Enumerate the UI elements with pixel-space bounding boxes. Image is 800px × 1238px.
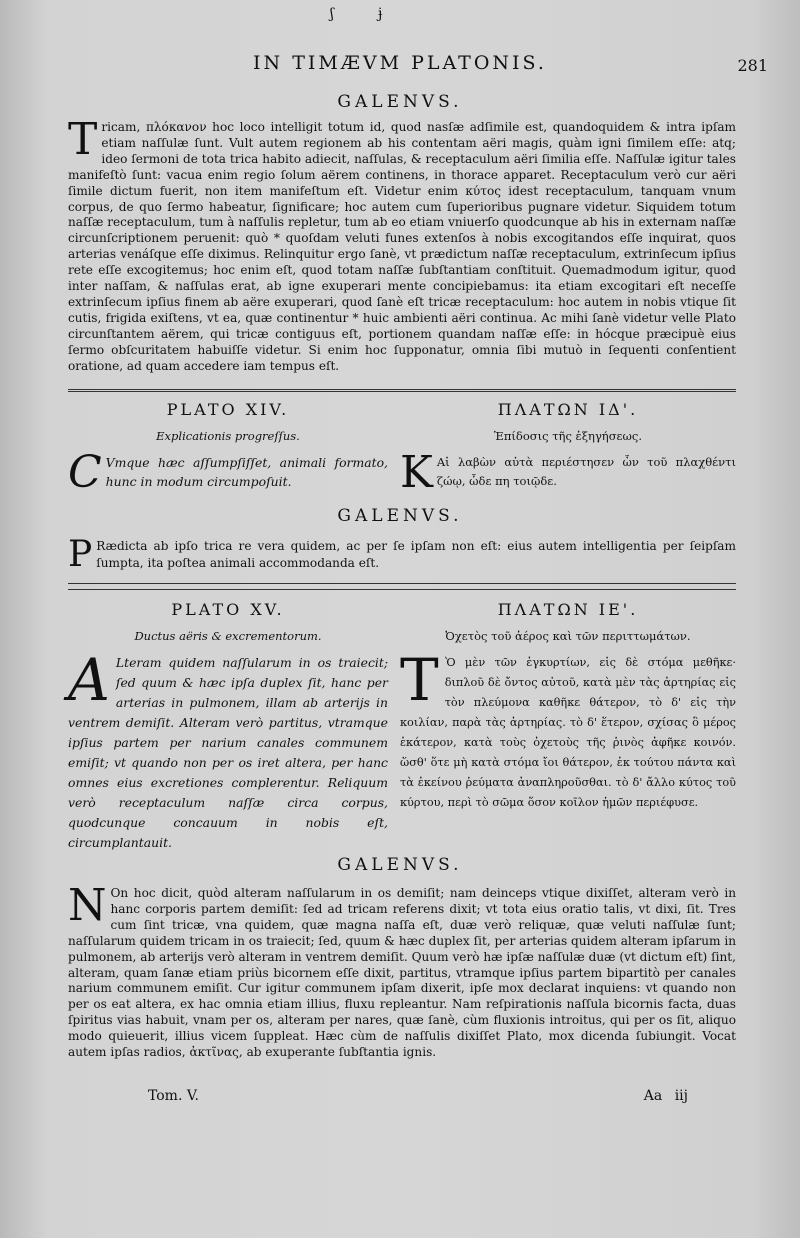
drop-cap: T — [68, 114, 98, 165]
page-number: 281 — [737, 56, 768, 75]
latin-column — [68, 400, 388, 498]
commentary-text: On hoc dicit, quòd alteram naſſularum in os demiſit; nam deinceps vtique dixiſſet, alteram verò in hanc corporis partem demiſit: ſed ad tricam referens dixit; vt tota eius oratio talis, vt dixi, ſit. Tres cum ſint tricæ, vna quidem, quæ magna naſſa eſt, duæ verò reliquæ, quæ veluti naſſulæ ſunt; naſſularum quidem tricam in os traiecit; ſed, quum & hæc duplex ſit, per arterias quidem alteram ipſarum in pulmonem, ab arterijs verò alteram in ventrem demiſit. Quum verò hæ ipſæ naſſulæ duæ (vt dictum eſt) ſint, alteram, quam ſanæ etiam priùs bicornem eſſe dixit, partitus, vtramque ipſius partem bipartitò per canales narium communem emiſit. Cur igitur communem ipſam dixerit, ipſe mox declarat inquiens: vt quando non per os eat altera, ex hac omnia etiam illius, fluxu repleantur. Nam reſpirationis naſſula bicornis facta, duas ſpiritus vias habuit, vnam per os, alteram per nares, quæ ſanè, cùm fluxionis introitus, qui per os ſit, aliquo modo quieuerit, illius vicem ſuppleat. Hæc cùm de naſſulis dixiſſet Plato, mox dicenda ſubiungit. Vocat autem ipſas radios, ἀκτῖνας, ab exuperante ſubſtantia ignis. — [68, 886, 736, 1060]
column-subtitle: Ὀχετὸς τοῦ ἀέρος καὶ τῶν περιττωμάτων. — [445, 629, 691, 643]
column-title: ΠΛΑΤΩΝ ΙΕ'. — [497, 600, 639, 619]
section-heading: GALENVS. — [337, 506, 463, 526]
divider — [68, 389, 736, 392]
ink-mark: ʃ — [330, 6, 334, 22]
drop-cap: Κ — [400, 447, 433, 498]
latin-text: C Vmque hæc aſſumpſiſſet, animali formato, hunc in modum circumpoſuit. — [68, 447, 388, 498]
latin-column — [68, 600, 388, 853]
latin-text: A Lteram quidem naſſularum in os traiecit; ſed quum & hæc ipſa duplex ſit, hanc per arterias in pulmonem, illam ab arterijs in ventrem demiſit. Alteram verò partitus, vtramque ipſius partem per narium canales communem emiſit; vt quando non per os iret altera, per hanc omnes eius excretiones complerentur. Reliquum verò receptaculum naſſæ circa corpus, quodcunque concauum in nobis eſt, circumplantauit. — [68, 646, 388, 850]
divider — [68, 583, 736, 584]
commentary-text: Rædicta ab ipſo trica re vera quidem, ac per ſe ipſam non eſt: eius autem intelligentia per ſeipſam ſumpta, ita poſtea animali accommodanda eſt. — [96, 539, 736, 570]
greek-text: Κ Αἰ λαβὼν αὐτὰ περιέστησεν ὧν τοῦ πλαχθέντι ζώῳ, ὧδε πη τοιῷδε. — [400, 447, 736, 498]
drop-cap: C — [68, 447, 102, 498]
column-subtitle: Ἐπίδοσις τῆς ἐξηγήσεως. — [494, 429, 642, 443]
signature-mark: Aa iij — [643, 1088, 688, 1104]
drop-cap: A — [68, 646, 110, 714]
column-title: PLATO XIV. — [166, 400, 290, 419]
column-subtitle: Ductus aëris & excrementorum. — [134, 629, 322, 643]
running-head: IN TIMÆVM PLATONIS. — [253, 52, 547, 74]
commentary-paragraph — [68, 114, 736, 375]
greek-column — [400, 600, 736, 813]
drop-cap: P — [68, 534, 93, 575]
drop-cap: N — [68, 880, 107, 931]
section-heading: GALENVS. — [337, 855, 463, 875]
greek-text: Τ Ὸ μὲν τῶν ἐγκυρτίων, εἰς δὲ στόμα μεθῆκε· διπλοῦ δὲ ὄντος αὐτοῦ, κατὰ μὲν τὰς ἀρτηρίας εἰς τὸν πλεύμονα καθῆκε θάτερον, τὸ δ' εἰς τὴν κοιλίαν, παρὰ τὰς ἀρτηρίας. τὸ δ' ἕτερον, σχίσας ὃ μέρος ἑκάτερον, κατὰ τοὺς ὀχετοὺς τῆς ῥινὸς ἀφῆκε κοινόν. ὥσθ' ὅτε μὴ κατὰ στόμα ἴοι θάτερον, ἐκ τούτου πάντα καὶ τὰ ἐκείνου ῥεύματα ἀναπληροῦσθαι. τὸ δ' ἄλλο κύτος τοῦ κύρτου, περὶ τὸ σῶμα ὅσον κοῖλον ἡμῶν περιέφυσε. — [400, 646, 736, 809]
commentary-paragraph — [68, 534, 736, 575]
commentary-text: ricam, πλόκανον hoc loco intelligit totum id, quod nasſæ adſimile est, quandoquidem & intra ipſam etiam naſſulæ ſunt. Vult autem regionem ab his contentam aëri magis, quàm igni ſimilem eſſe: atq; ideo ſermoni de tota trica habito adiecit, naſſulas, & receptaculum aëri ſimilia eſſe. Naſſulæ igitur tales manifeſtò ſunt: vacua enim regio ſolum aërem continens, in thorace apparet. Receptaculum verò cur aëri ſimile dictum fuerit, non item manifeſtum eſt. Videtur enim κύτος idest receptaculum, tanquam vnum corpus, de quo ſermo habeatur, ſignificare; hoc autem cum ſuperioribus pugnare videtur. Siquidem totum naſſæ receptaculum, tum à naſſulis repletur, tum ab eo etiam vniuerſo quodcunque ab his in externam naſſæ circunſcriptionem peruenit: quò * quoſdam veluti funes extenſos à nobis excogitandos eſſe inquirat, quos arterias venáſque eſſe diximus. Relinquitur ergo ſanè, vt prædictum naſſæ receptaculum, extrinſecum ipſius rete eſſe excogitemus; hoc enim eſt, quod totam naſſæ ſubſtantiam conſtituit. Quemadmodum igitur, quod inter naſſam, & naſſulas erat, ab igne exuperari mente concipiebamus: ita etiam excogitari eſt neceſſe extrinſecum ipſius finem ab aëre exuperari, quod ſanè eſt tricæ receptaculum: hoc autem in nobis vtique ſit cutis, frigida exiſtens, vt ea, quæ continentur * huic ambienti aëri continua. Ac mihi ſanè videtur velle Plato circunſtantem aërem, qui tricæ contiguus eſt, portionem quandam naſſæ eſſe: in hócque præcipuè eius ſermo obſcuritatem habuiſſe videtur. Si enim hoc ſupponatur, omnia ſibi mutuò in ſequenti conſentient oratione, ad quam accedere iam tempus eſt. — [68, 120, 736, 373]
column-title: PLATO XV. — [171, 600, 285, 619]
divider — [68, 589, 736, 590]
ink-mark: ɉ — [378, 6, 383, 22]
volume-label: Tom. V. — [148, 1088, 199, 1104]
column-subtitle: Explicationis progreſſus. — [156, 429, 300, 443]
commentary-paragraph — [68, 880, 736, 1061]
section-heading: GALENVS. — [337, 92, 463, 112]
greek-column — [400, 400, 736, 498]
column-title: ΠΛΑΤΩΝ ΙΔ'. — [497, 400, 639, 419]
drop-cap: Τ — [400, 646, 439, 714]
